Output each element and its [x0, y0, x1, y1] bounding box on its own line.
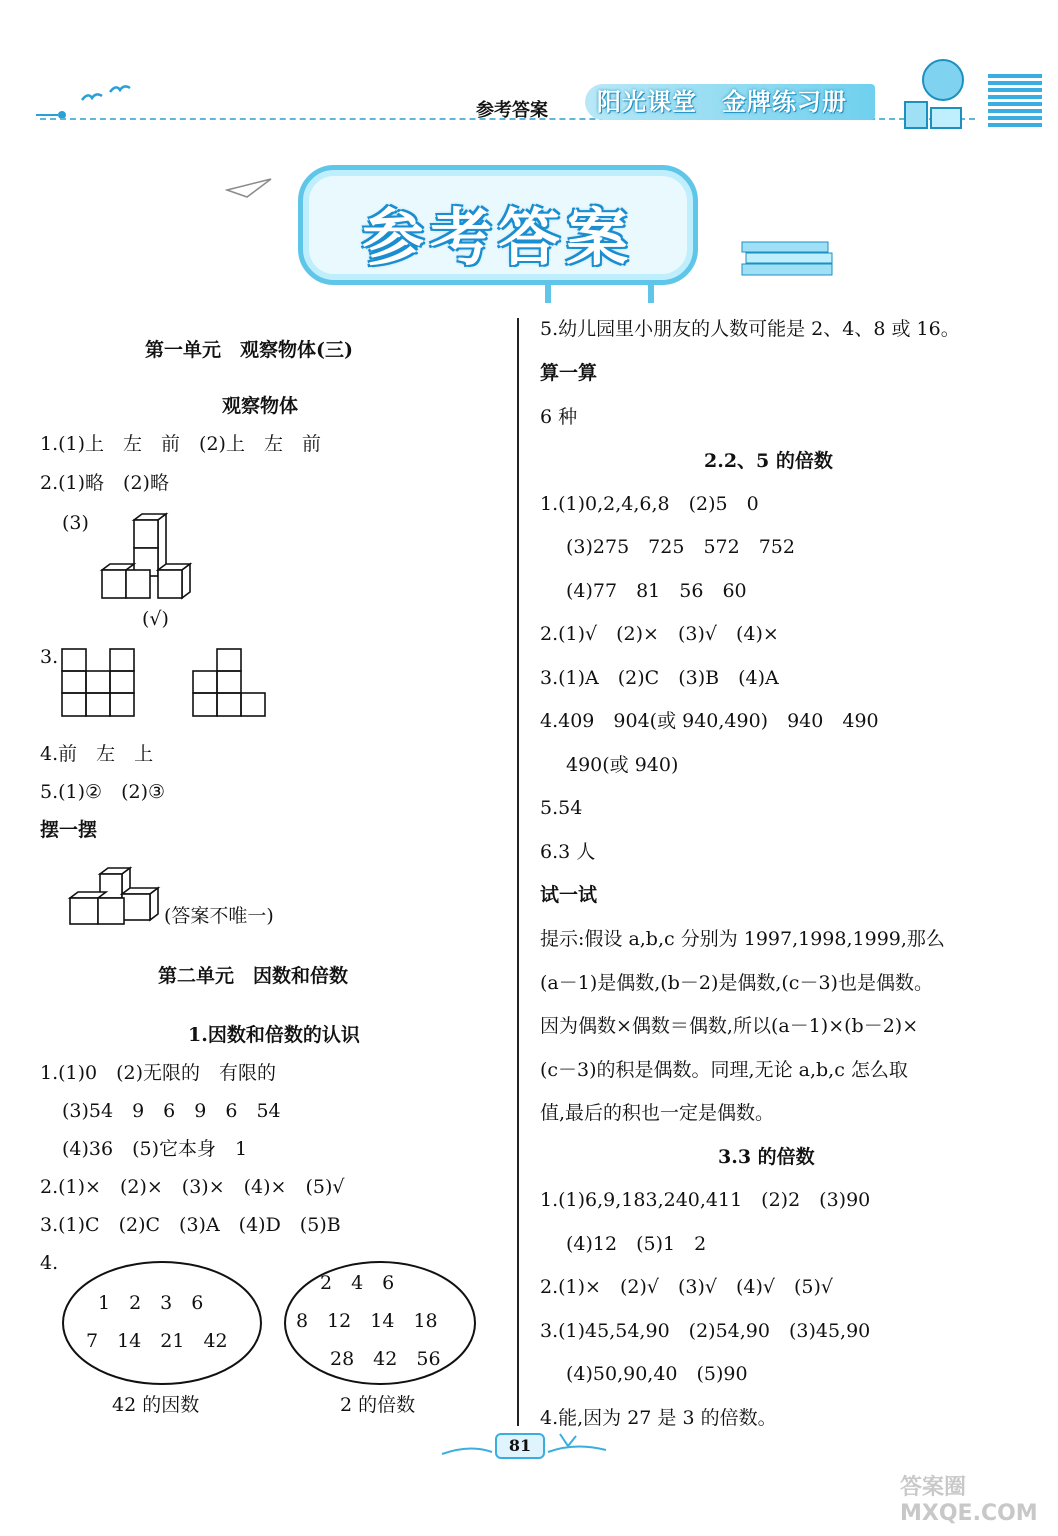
unit1-title: 第一单元 观察物体(三)	[145, 339, 353, 361]
answer-line: (3)54 9 6 9 6 54	[62, 1100, 281, 1122]
header-brand: 阳光课堂 金牌练习册	[585, 84, 875, 120]
answer-line: 4.能,因为 27 是 3 的倍数。	[540, 1407, 777, 1429]
title-board	[298, 165, 698, 285]
answer-line: 2.(1)× (2)× (3)× (4)× (5)√	[40, 1176, 345, 1198]
stacked-cubes-figure	[66, 864, 162, 926]
answer-line: 5.54	[540, 797, 583, 819]
section-title: 2.2、5 的倍数	[704, 450, 833, 472]
answer-line: (3)275 725 572 752	[566, 536, 795, 558]
hint-line: (c－3)的积是偶数。同理,无论 a,b,c 怎么取	[540, 1059, 908, 1081]
section-label: 摆一摆	[40, 819, 98, 841]
cube-figure	[98, 512, 194, 604]
answer-line: 1.(1)0 (2)无限的 有限的	[40, 1062, 277, 1084]
grid-figure-left	[61, 648, 135, 718]
ellipse-row: 2 4 6	[320, 1272, 395, 1294]
answer-line: 2.(1)√ (2)× (3)√ (4)×	[540, 623, 779, 645]
ellipse-label: 42 的因数	[112, 1394, 200, 1416]
answer-line: 5.(1)② (2)③	[40, 781, 166, 803]
hint-line: (a－1)是偶数,(b－2)是偶数,(c－3)也是偶数。	[540, 972, 933, 994]
ellipse-label: 2 的倍数	[340, 1394, 416, 1416]
grid-figure-right	[192, 648, 266, 718]
unit1-subtitle: 观察物体	[222, 395, 299, 417]
books-icon	[740, 238, 836, 278]
hint-line: 值,最后的积也一定是偶数。	[540, 1102, 775, 1124]
answer-line: 4.	[40, 1252, 59, 1274]
answer-line: 4.前 左 上	[40, 743, 154, 765]
answer-line: 6.3 人	[540, 841, 596, 863]
note: (答案不唯一)	[164, 905, 274, 927]
answer-line: 5.幼儿园里小朋友的人数可能是 2、4、8 或 16。	[540, 318, 960, 340]
answer-line: (4)36 (5)它本身 1	[62, 1138, 248, 1160]
answer-line: (3)	[62, 512, 89, 534]
check-mark: (√)	[142, 608, 169, 630]
answer-line: 3.(1)45,54,90 (2)54,90 (3)45,90	[540, 1320, 871, 1342]
answer-line: (4)12 (5)1 2	[566, 1233, 707, 1255]
section-title: 3.3 的倍数	[718, 1146, 815, 1168]
answer-line: (4)77 81 56 60	[566, 580, 747, 602]
section-label: 算一算	[540, 362, 598, 384]
header-stripes	[988, 74, 1042, 128]
hint-line: 提示:假设 a,b,c 分别为 1997,1998,1999,那么	[540, 928, 945, 950]
board-leg	[545, 285, 551, 303]
answer-line: 2.(1)× (2)√ (3)√ (4)√ (5)√	[540, 1276, 834, 1298]
answer-line: 3.(1)A (2)C (3)B (4)A	[540, 667, 779, 689]
column-divider	[517, 318, 519, 1426]
watermark: 答案圈 MXQE.COM	[900, 1475, 1038, 1526]
answer-line: 1.(1)0,2,4,6,8 (2)5 0	[540, 493, 759, 515]
ellipse-factors	[60, 1258, 264, 1388]
globe-icon	[885, 50, 975, 130]
birds-icon	[80, 82, 140, 112]
page-title: 参考答案	[361, 201, 634, 274]
answer-line: 490(或 940)	[566, 754, 679, 776]
hint-line: 因为偶数×偶数＝偶数,所以(a－1)×(b－2)×	[540, 1015, 919, 1037]
answer-line: 1.(1)6,9,183,240,411 (2)2 (3)90	[540, 1189, 871, 1211]
unit2-title: 第二单元 因数和倍数	[158, 965, 349, 987]
answer-line: (4)50,90,40 (5)90	[566, 1363, 748, 1385]
answer-line: 3.(1)C (2)C (3)A (4)D (5)B	[40, 1214, 341, 1236]
page-header	[0, 0, 1058, 140]
answer-line: 4.409 904(或 940,490) 940 490	[540, 710, 879, 732]
ellipse-row: 28 42 56	[330, 1348, 441, 1370]
header-tag: 参考答案	[476, 100, 548, 121]
unit2-subtitle: 1.因数和倍数的认识	[188, 1024, 360, 1046]
answer-line: 6 种	[540, 406, 578, 428]
answer-line: 3.	[40, 646, 59, 668]
answer-line: 2.(1)略 (2)略	[40, 472, 169, 494]
answer-line: 1.(1)上 左 前 (2)上 左 前	[40, 433, 321, 455]
paper-plane-icon	[225, 175, 275, 205]
ellipse-row: 1 2 3 6	[98, 1292, 204, 1314]
ellipse-row: 7 14 21 42	[86, 1330, 228, 1352]
section-label: 试一试	[540, 884, 598, 906]
dot-icon	[36, 105, 76, 125]
board-leg	[648, 285, 654, 303]
ellipse-row: 8 12 14 18	[296, 1310, 438, 1332]
page-number: 81	[495, 1433, 545, 1459]
